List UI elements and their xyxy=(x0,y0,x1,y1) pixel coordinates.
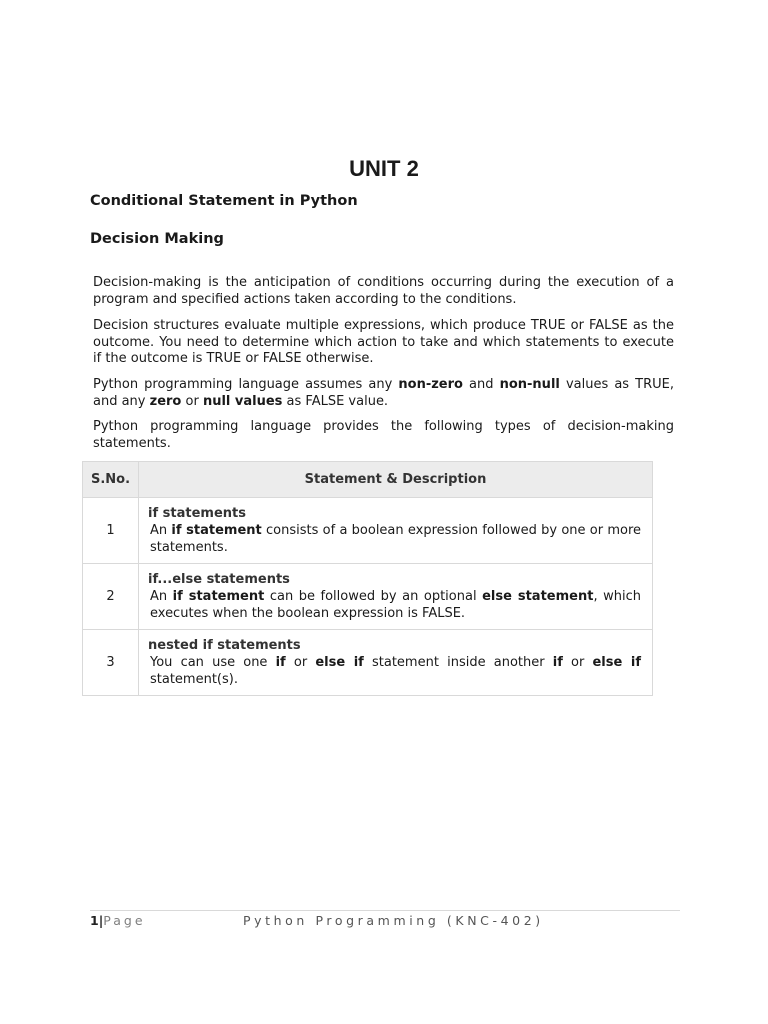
text-run: An xyxy=(150,522,172,538)
unit-title: UNIT 2 xyxy=(349,156,419,181)
table-row xyxy=(83,630,653,696)
paragraph-decision-structures: Decision structures evaluate multiple expressions, which produce TRUE or FALSE as the outcome. You need to determine which action to take and which statements to execute if the outcome is TRUE or FALSE otherwise. xyxy=(93,318,674,366)
bold-term: if xyxy=(552,654,563,670)
text-run: as FALSE value. xyxy=(282,393,389,409)
text-run: An xyxy=(150,588,173,604)
page-word: Page xyxy=(103,913,146,928)
text-run: statement(s). xyxy=(150,671,238,687)
text-run: or xyxy=(562,654,593,670)
row-number: 2 xyxy=(83,564,139,630)
row-title: if...else statements xyxy=(148,571,290,587)
bold-term: else if xyxy=(592,654,641,670)
paragraph-decision-making: Decision-making is the anticipation of conditions occurring during the execution of a program and specified actions taken according to the conditions. xyxy=(93,275,674,307)
text-run: values as TRUE, and any xyxy=(93,377,674,409)
bold-term: zero xyxy=(149,393,182,409)
column-header-description: Statement & Description xyxy=(139,462,653,498)
bold-term: non-zero xyxy=(398,377,463,392)
section-heading: Conditional Statement in Python xyxy=(90,193,358,209)
text-run: statement inside another xyxy=(363,654,553,670)
page-number: 1 xyxy=(90,913,99,928)
subsection-heading: Decision Making xyxy=(90,231,224,247)
text-run: or xyxy=(181,393,203,409)
bold-term: else if xyxy=(315,654,364,670)
table-row xyxy=(83,498,653,564)
table-row xyxy=(83,564,653,630)
bold-term: if statement xyxy=(171,522,262,538)
row-body xyxy=(148,588,641,622)
text-run: or xyxy=(285,654,316,670)
course-footer: Python Programming (KNC-402) xyxy=(243,913,544,928)
text-run: consists of a boolean expression followed by one or more statements. xyxy=(150,522,642,555)
row-description xyxy=(139,498,653,564)
bold-term: null values xyxy=(202,393,283,409)
bold-term: if statement xyxy=(172,588,265,604)
table-header-row xyxy=(83,462,653,498)
footer-divider xyxy=(90,910,680,911)
row-number: 1 xyxy=(83,498,139,564)
row-title: nested if statements xyxy=(148,637,301,653)
bold-term: else statement xyxy=(482,588,594,604)
row-title: if statements xyxy=(148,505,246,521)
bold-term: if xyxy=(275,654,286,670)
row-body xyxy=(148,654,641,688)
text-run: and xyxy=(462,377,500,392)
row-body xyxy=(148,522,641,556)
paragraph-types-intro: Python programming language provides the following types of decision-making statements. xyxy=(93,419,674,451)
row-description xyxy=(139,564,653,630)
paragraph-true-false-values xyxy=(93,377,674,410)
row-number: 3 xyxy=(83,630,139,696)
decision-statements-table xyxy=(82,461,653,696)
row-description xyxy=(139,630,653,696)
page-number-label xyxy=(90,913,146,928)
text-run: , which executes when the boolean expression is FALSE. xyxy=(150,588,641,621)
bold-term: non-null xyxy=(499,377,560,392)
column-header-sno: S.No. xyxy=(83,462,139,498)
text-run: Python programming language assumes any xyxy=(93,377,399,392)
page-separator: | xyxy=(98,913,104,928)
text-run: You can use one xyxy=(150,654,276,670)
text-run: can be followed by an optional xyxy=(264,588,483,604)
